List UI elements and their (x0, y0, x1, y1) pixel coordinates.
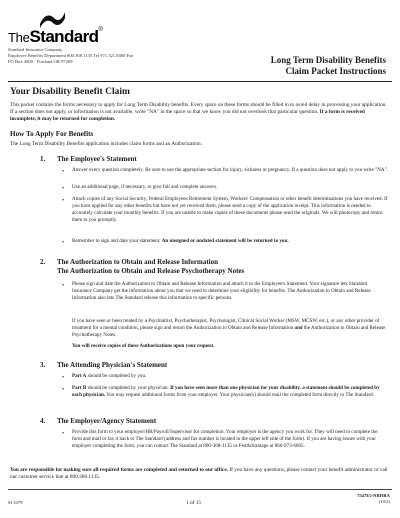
list-item: Part A should be completed by you. (72, 373, 147, 379)
section-heading-claim: Your Disability Benefit Claim (10, 87, 130, 97)
bullet-icon: • (62, 169, 65, 175)
bullet-icon: • (62, 375, 65, 381)
company-po-box: PO Box 2800 · Portland OR 97208 (8, 59, 73, 64)
list-item: Part B should be completed by your physician. If you have seen more than one physician for your disability, a statement should be completed by each physician. You may request additional forms from your employer. Your physician(s) should mail the completed form directly to The Standard. (72, 385, 380, 398)
list-item: Provide this form to your employer/HR/Payroll/Supervisor for completion. Your employer is the agency you work for. They will need to complete the form and mail or fax it back to The Standard (address and fax number is located in the upper left side of the form). If you are having issues with your employer completing the form, you can contact The Standard at 800-368-1135 or FedAdvantage at 866-973-6605. (72, 429, 378, 449)
footer-divider (8, 489, 392, 490)
flag-icon (38, 10, 66, 28)
logo-wordmark: TheStandard® (8, 27, 103, 46)
section-title-employer-statement: The Employer/Agency Statement (57, 417, 157, 425)
list-item: Remember to sign and date your statement. An unsigned or undated statement will be returned to you. (72, 238, 289, 244)
standard-logo (8, 10, 118, 46)
psychotherapy-paragraph: If you have seen or been treated by a Psychiatrist, Psychotherapist, Psychologist, Clinical Social Worker (MSW, MCSW, etc.), or any other provider of treatment for a mental condition, please sign and return the Authorization to Obtain and Release Information and the Authorization to Obtain and Release Psychotherapy Notes. (72, 318, 386, 338)
header-divider (8, 81, 392, 82)
section-title-physician-statement: The Attending Physician's Statement (57, 361, 168, 369)
how-to-paragraph: The Long Term Disability Benefits application includes claim forms and an Authorization. (10, 141, 202, 147)
bullet-icon: • (62, 431, 65, 437)
section-title-employee-statement: The Employee's Statement (57, 155, 137, 163)
section-number: 1. (40, 155, 46, 163)
page-number: 1 of 15 (186, 500, 202, 506)
bullet-icon: • (62, 186, 65, 192)
section-number: 2. (40, 258, 46, 266)
authorization-copies-note: You will receive copies of these Authorizations upon your request. (72, 343, 215, 349)
intro-paragraph: This packet contains the forms necessary to apply for Long Term Disability benefits. Every space on these forms should be filled in to avoid delay in processing your application. If a section does not apply, or information is not available, write "NA" in the space so that we know you did not overlook that particular question. If a form is received incomplete, it may be returned for completion. (10, 102, 387, 123)
list-item: Answer every question completely. Be sure to use the appropriate section for injury, sickness or pregnancy. If a question does not apply to you write "NA". (72, 167, 388, 173)
list-item: Attach copies of any Social Security, Federal Employees Retirement System, Workers' Compensation or other benefit determinations you have received. If you have applied for any other benefits but have not yet received them, please send a copy of the application receipt. This information is needed to accurately calculate your monthly benefits. If you are unable to make copies of these documents please send the originals. We will photocopy and return them to you promptly. (72, 196, 388, 223)
form-number: SI 3379 (8, 500, 23, 505)
section-number: 3. (40, 361, 46, 369)
form-code: 7547E5-NRHRA (10/2) (357, 493, 390, 504)
section-title-authorization: The Authorization to Obtain and Release Information The Authorization to Obtain and Release Psychotherapy Notes (57, 258, 245, 275)
section-heading-how-to-apply: How To Apply For Benefits (10, 130, 94, 138)
section-number: 4. (40, 417, 46, 425)
company-name: Standard Insurance Company (8, 47, 63, 52)
bullet-icon: • (62, 198, 65, 204)
company-address (8, 47, 133, 65)
document-title: Long Term Disability Benefits Claim Packet Instructions (270, 55, 386, 76)
list-item: Use an additional page, if necessary, to give full and complete answers. (72, 184, 218, 190)
bullet-icon: • (62, 283, 65, 289)
responsibility-note: You are responsible for making sure all required forms are completed and returned to our office. If you have any questions, please contact your benefit administrator or call our customer service line at 800.368.1135. (10, 467, 388, 480)
bullet-icon: • (62, 387, 65, 393)
list-item: Please sign and date the Authorization to Obtain and Release Information and attach it to the Employee's Statement. Your signature lets Standard Insurance Company get the information about you that we need to determine your eligibility for benefits. The Authorization to Obtain and Release Information also lets The Standard release this information to specific persons. (72, 281, 371, 301)
bullet-icon: • (62, 240, 65, 246)
company-contact: Employee Benefits Department 800.368.1135 Tel 971.321.8400 Fax (8, 53, 134, 58)
